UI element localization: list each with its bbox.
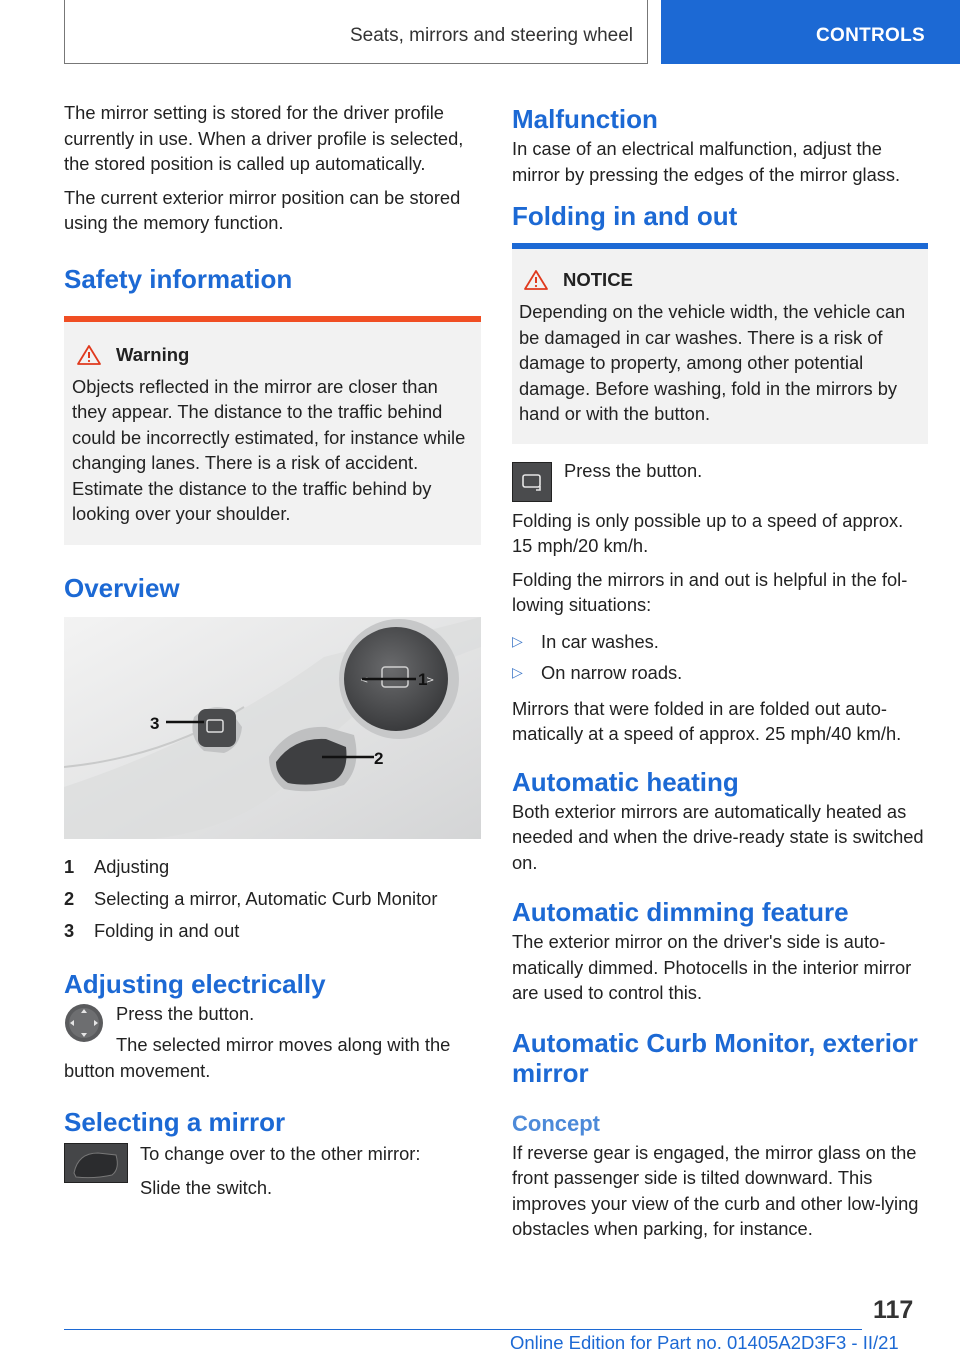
selecting-section [64,1141,481,1200]
fold-button-section [512,460,928,502]
legend-number: 1 [64,855,75,877]
right-column [512,100,928,1250]
press-button-text: Press the button. [564,459,703,481]
folding-text-2: Folding the mirrors in and out is helpful in the following situations: [512,568,908,615]
chapter-title: CONTROLS [816,25,926,46]
concept-heading: Concept [512,1110,600,1136]
callout-1: 1 [418,669,428,689]
legend-text: Folding in and out [94,919,240,941]
legend-number: 2 [64,887,75,909]
heating-text: Both exterior mirrors are automatically heated as needed and when the drive-ready state is switched on. [512,800,924,873]
adjusting-heading: Adjusting electrically [64,968,326,999]
left-column [64,100,481,1208]
selecting-text-1: To change over to the other mirror: [140,1143,421,1164]
malfunction-heading: Malfunction [512,104,658,134]
header-chapter-tab [661,0,960,64]
svg-text:>: > [426,674,435,686]
footer-edition: Online Edition for Part no. 01405A2D3F3 - II/21 [510,1332,899,1353]
warning-label: Warning [116,343,190,365]
mirror-controls-figure [64,617,481,839]
warning-header [76,344,473,366]
notice-text: Depending on the vehicle width, the vehicle can be damaged in car washes. There is a risk of damage to property, among other potential damage. Before washing, fold in the mirrors by hand or with the button. [519,301,906,424]
legend-item [64,851,481,883]
warning-triangle-icon [523,269,549,291]
triangle-bullet-icon: ▷ [512,632,523,649]
dimming-text: The exterior mirror on the driver's side is automatically dimmed. Photocells in the interior mirror are used to control this. [512,931,912,1003]
folding-text-3: Mirrors that were folded in are folded out automatically at a speed of approx. 25 mph/40 km/h. [512,697,902,744]
mirror-controls-illustration [64,617,481,839]
heating-heading: Automatic heating [512,766,739,797]
legend-item [64,915,481,947]
triangle-bullet-icon: ▷ [512,663,523,680]
concept-text: If reverse gear is engaged, the mirror glass on the front passenger side is tilted downward. This improves your view of the curb and other low-lying obstacles when parking, for instance. [512,1141,919,1239]
safety-heading: Safety information [64,263,293,294]
legend-text: Adjusting [94,855,170,877]
malfunction-text: In case of an electrical malfunction, adjust the mirror by pressing the edges of the mirror glass. [512,138,901,185]
curb-monitor-heading: Automatic Curb Monitor, exterior mirror [512,1027,918,1088]
callout-2: 2 [374,748,384,768]
figure-legend [64,851,481,947]
warning-text: Objects reflected in the mirror are closer than they appear. The distance to the traffic behind could be incorrectly estimated, for instance while changing lanes. There is a risk of accident. Estimate the distance to the traffic behind by looking over your shoulder. [72,375,466,524]
mirror-fold-button-icon [512,462,552,502]
notice-header [523,269,921,291]
footer-divider [64,1329,862,1330]
page-number: 117 [873,1296,914,1324]
mirror-select-switch-icon [64,1143,128,1183]
folding-heading: Folding in and out [512,201,738,231]
list-item [512,626,928,657]
list-item-text: On narrow roads. [541,661,683,683]
dimming-heading: Automatic dimming feature [512,897,849,927]
warning-triangle-icon [76,344,102,366]
svg-text:<: < [360,674,369,686]
folding-text-1: Folding is only possible up to a speed of approx. 15 mph/20 km/h. [512,509,904,556]
notice-box [512,243,928,444]
legend-text: Selecting a mirror, Automatic Curb Monitor [94,887,438,909]
intro-paragraph-1: The mirror setting is stored for the driver profile currently in use. When a driver profile is selected, the stored position is called up automatically. [64,102,464,174]
notice-label: NOTICE [563,269,633,290]
selecting-text-2: Slide the switch. [140,1176,273,1198]
adjusting-text-1: Press the button. [116,1002,255,1024]
adjusting-text-2: The selected mirror moves along with the button movement. [64,1034,451,1081]
list-item [512,657,928,688]
section-title: Seats, mirrors and steering wheel [349,24,633,46]
warning-box [64,316,481,545]
mirror-adjust-button-icon [64,1003,104,1043]
overview-heading: Overview [64,572,180,603]
situations-list [512,626,928,688]
callout-3: 3 [150,713,160,733]
header-section-title [64,0,648,64]
legend-item [64,883,481,915]
adjusting-section [64,1001,481,1084]
list-item-text: In car washes. [541,630,659,652]
selecting-heading: Selecting a mirror [64,1107,286,1137]
legend-number: 3 [64,919,75,941]
intro-paragraph-2: The current exterior mirror position can be stored using the memory function. [64,186,461,233]
